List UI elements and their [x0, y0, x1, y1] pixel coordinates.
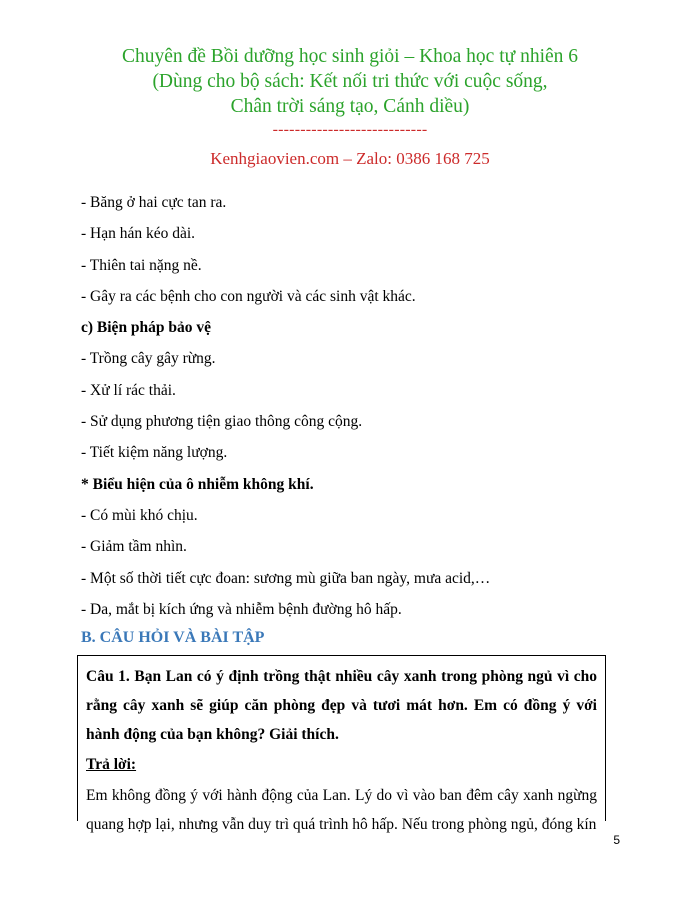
answer-text: Em không đồng ý với hành động của Lan. Lý do vì vào ban đêm cây xanh ngừng quang hợp lại, nhưng vẫn duy trì quá trình hô hấp. Nếu trong phòng ngủ, đóng kín: [86, 787, 597, 833]
paragraph-ice-melting: - Băng ở hai cực tan ra.: [81, 194, 227, 211]
header-contact: Kenhgiaovien.com – Zalo: 0386 168 725: [210, 149, 490, 168]
paragraph-plant-trees: - Trồng cây gây rừng.: [81, 350, 216, 368]
document-header: [0, 44, 700, 171]
paragraph-unpleasant-smell: - Có mùi khó chịu.: [81, 506, 198, 524]
paragraph-extreme-weather: - Một số thời tiết cực đoan: sương mù giữa ban ngày, mưa acid,…: [81, 569, 491, 587]
header-title-line-1: Chuyên đề Bồi dưỡng học sinh giỏi – Khoa học tự nhiên 6: [121, 46, 579, 67]
body-text: [81, 192, 621, 630]
paragraph-diseases: - Gây ra các bệnh cho con người và các sinh vật khác.: [81, 287, 416, 305]
paragraph-disasters: - Thiên tai nặng nề.: [81, 256, 202, 274]
section-heading: B. CÂU HỎI VÀ BÀI TẬP: [81, 629, 265, 646]
page-number: 5: [613, 833, 620, 847]
header-title-line-3: Chân trời sáng tạo, Cánh diều): [230, 96, 470, 117]
paragraph-save-energy: - Tiết kiệm năng lượng.: [81, 444, 228, 462]
subheading-protection-measures: c) Biện pháp bảo vệ: [81, 319, 212, 337]
subheading-air-pollution-signs: * Biểu hiện của ô nhiễm không khí.: [81, 475, 314, 493]
paragraph-drought: - Hạn hán kéo dài.: [81, 225, 196, 243]
header-title-line-2: (Dùng cho bộ sách: Kết nối tri thức với cuộc sống,: [152, 71, 548, 92]
paragraph-irritation: - Da, mắt bị kích ứng và nhiễm bệnh đường hô hấp.: [81, 600, 402, 618]
answer-label: Trả lời:: [86, 756, 137, 773]
paragraph-public-transport: - Sử dụng phương tiện giao thông công cộng.: [81, 413, 363, 431]
paragraph-reduced-visibility: - Giảm tầm nhìn.: [81, 538, 187, 556]
question-text: Câu 1. Bạn Lan có ý định trồng thật nhiều cây xanh trong phòng ngủ vì cho rằng cây xanh sẽ giúp căn phòng đẹp và tươi mát hơn. Em có đồng ý với hành động của bạn không? Giải thích.: [86, 668, 597, 743]
paragraph-waste-treatment: - Xử lí rác thải.: [81, 381, 176, 399]
header-divider: ----------------------------: [272, 121, 428, 138]
question-box: [77, 655, 606, 833]
